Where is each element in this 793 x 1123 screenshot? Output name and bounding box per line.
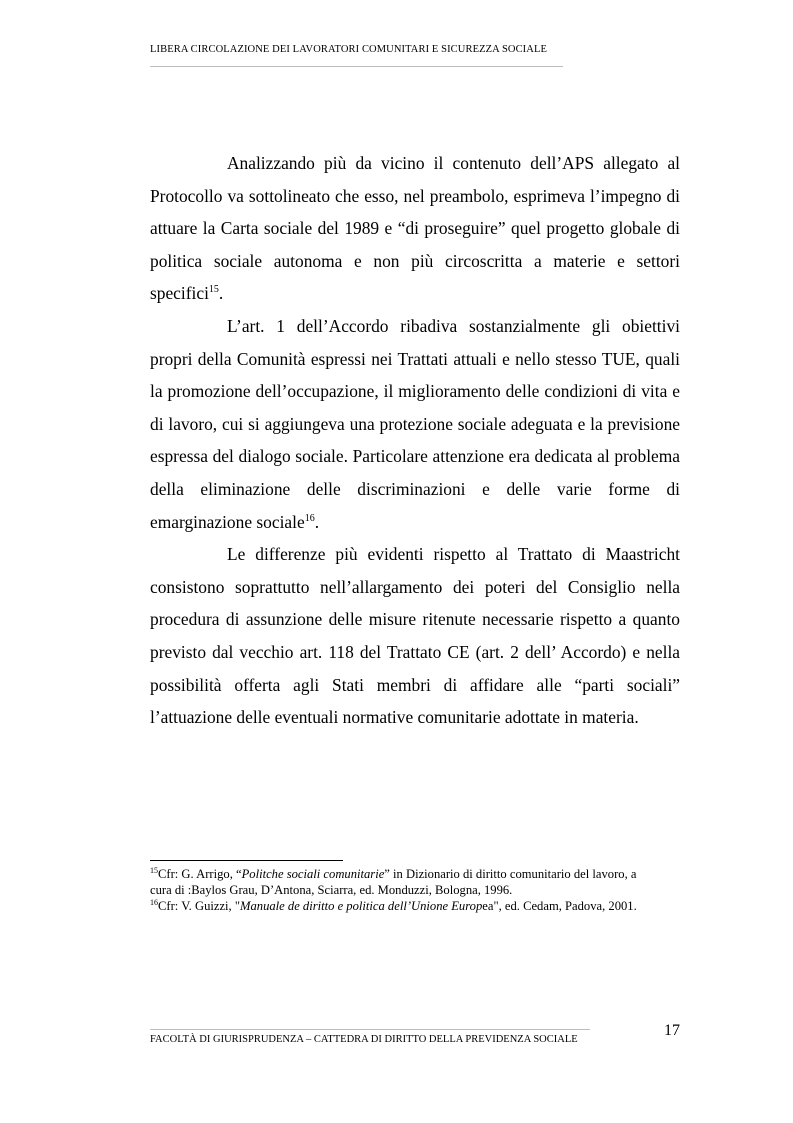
paragraph-1-end: .	[218, 283, 224, 304]
footnote-15-prefix: Cfr: G. Arrigo, “	[158, 867, 242, 881]
footnote-ref-16[interactable]: 16	[304, 512, 315, 524]
header-rule	[150, 66, 563, 67]
footer-rule	[150, 1029, 590, 1030]
paragraph-2	[150, 310, 680, 538]
running-header: LIBERA CIRCOLAZIONE DEI LAVORATORI COMUNITARI E SICUREZZA SOCIALE	[150, 44, 547, 55]
footnote-16-number: 16	[150, 898, 158, 907]
footnote-16-suffix: ea", ed. Cedam, Padova, 2001.	[482, 899, 637, 913]
running-footer: FACOLTÀ DI GIURISPRUDENZA – CATTEDRA DI DIRITTO DELLA PREVIDENZA SOCIALE	[150, 1034, 578, 1045]
footnote-16	[150, 898, 680, 914]
paragraph-3-text: Le differenze più evidenti rispetto al Trattato di Maastricht consistono soprattutto nell’allargamento dei poteri del Consiglio nella procedura di assunzione delle misure ritenute necessarie rispetto a quanto previsto dal vecchio art. 118 del Trattato CE (art. 2 dell’ Accordo) e nella possibilità offerta agli Stati membri di affidare alle “parti sociali” l’attuazione delle eventuali normative comunitarie adottate in materia.	[150, 544, 680, 728]
footnote-16-title: Manuale de diritto e politica dell’Unione Europ	[239, 899, 483, 913]
footnote-16-prefix: Cfr: V. Guizzi, "	[158, 899, 240, 913]
paragraph-2-end: .	[314, 511, 320, 532]
page-number: 17	[664, 1022, 680, 1039]
paragraph-3	[150, 538, 680, 734]
footnote-15-number: 15	[150, 866, 158, 875]
footnote-15	[150, 866, 680, 882]
paragraph-1-text: Analizzando più da vicino il contenuto dell’APS allegato al Protocollo va sottolineato che esso, nel preambolo, esprimeva l’impegno di attuare la Carta sociale del 1989 e “di proseguire” quel progetto globale di politica sociale autonoma e non più circoscritta a materie e settori specifici	[150, 153, 680, 304]
footnote-15-title: Politche sociali comunitarie	[241, 867, 385, 881]
footnote-ref-15[interactable]: 15	[208, 284, 219, 296]
footnotes	[150, 866, 680, 914]
body-text	[150, 147, 680, 734]
footnote-separator	[150, 860, 343, 861]
paragraph-1	[150, 147, 680, 310]
footnote-15-continuation: cura di :Baylos Grau, D’Antona, Sciarra, ed. Monduzzi, Bologna, 1996.	[150, 883, 513, 897]
footnote-15-suffix: ” in Dizionario di diritto comunitario del lavoro, a	[384, 867, 637, 881]
paragraph-2-text: L’art. 1 dell’Accordo ribadiva sostanzialmente gli obiettivi propri della Comunità espressi nei Trattati attuali e nello stesso TUE, quali la promozione dell’occupazione, il miglioramento delle condizioni di vita e di lavoro, cui si aggiungeva una protezione sociale adeguata e la previsione espressa del dialogo sociale. Particolare attenzione era dedicata al problema della eliminazione delle discriminazioni e delle varie forme di emarginazione sociale	[150, 315, 680, 532]
